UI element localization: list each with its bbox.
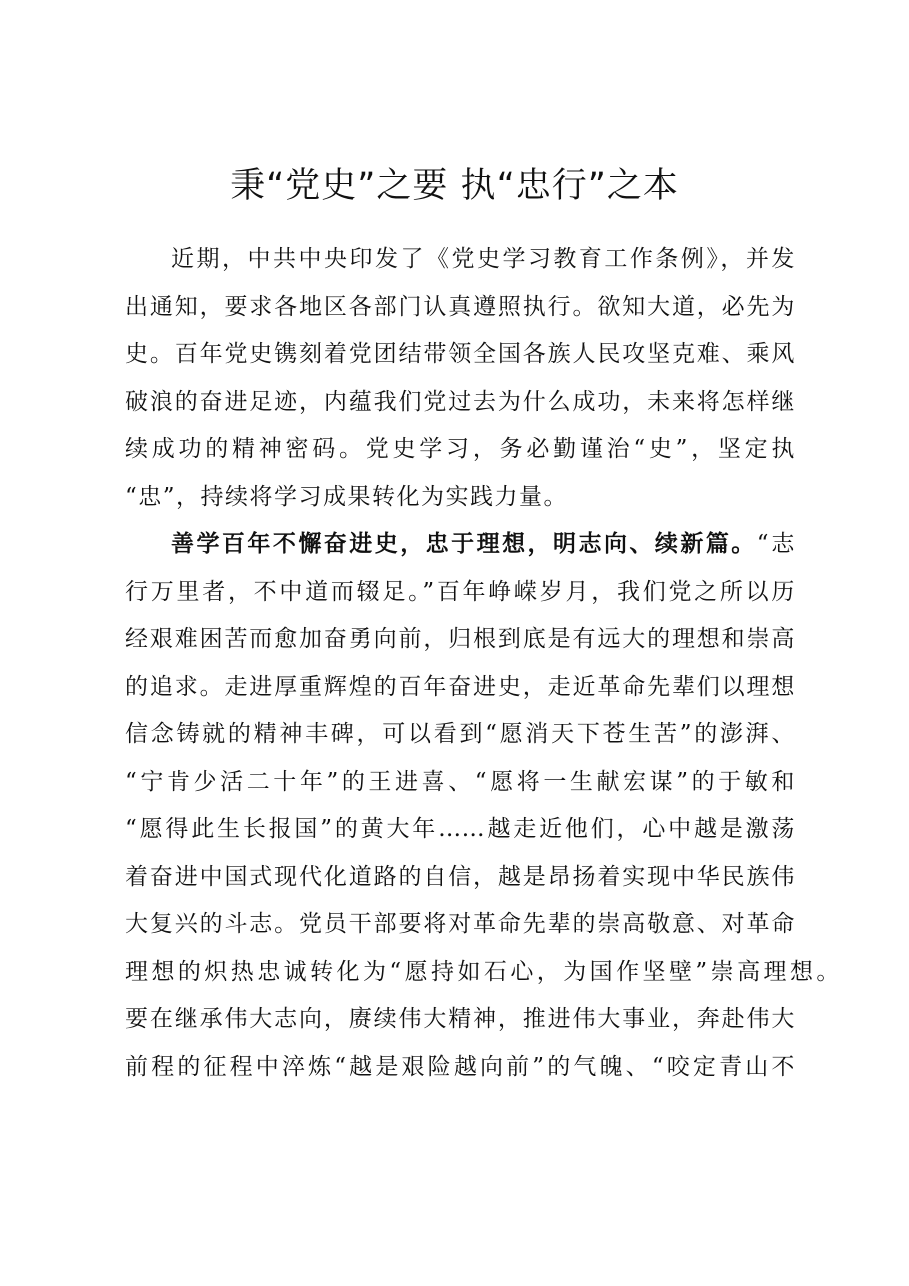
paragraph-2-line: “宁肯少活二十年”的王进喜、“愿将一生献宏谋”的于敏和 [125,768,795,795]
paragraph-2-first-line [125,521,795,569]
paragraph-2-line: 行万里者，不中道而辍足。”百年峥嵘岁月，我们党之所以历 [125,578,795,605]
paragraph-2-line: 经艰难困苦而愈加奋勇向前，归根到底是有远大的理想和崇高 [125,626,795,652]
paragraph-1-line: 出通知，要求各地区各部门认真遵照执行。欲知大道，必先为 [125,293,795,320]
paragraph-2-line: 的追求。走进厚重辉煌的百年奋进史，走近革命先辈们以理想 [125,673,795,700]
paragraph-1-line: 续成功的精神密码。党史学习，务必勤谨治“史”，坚定执 [125,436,795,462]
paragraph-2-line: 理想的炽热忠诚转化为“愿持如石心，为国作坚壁”崇高理想。 [125,958,840,985]
document-title: 秉“党史”之要 执“忠行”之本 [230,166,679,206]
paragraph-1-line: “忠”，持续将学习成果转化为实践力量。 [125,483,569,510]
paragraph-1-line: 近期，中共中央印发了《党史学习教育工作条例》，并发 [171,246,795,272]
paragraph-2-first-line-rest: “志 [756,531,795,557]
document-body [125,236,840,1091]
paragraph-2-line: 前程的征程中淬炼“越是艰险越向前”的气魄、“咬定青山不 [125,1053,795,1080]
paragraph-2-line: 要在继承伟大志向，赓续伟大精神，推进伟大事业，奔赴伟大 [125,1006,795,1032]
paragraph-2-line: 大复兴的斗志。党员干部要将对革命先辈的崇高敬意、对革命 [125,911,795,937]
paragraph-1-line: 破浪的奋进足迹，内蕴我们党过去为什么成功，未来将怎样继 [125,388,795,415]
paragraph-2-line: 着奋进中国式现代化道路的自信，越是昂扬着实现中华民族伟 [125,863,795,890]
paragraph-2-line: “愿得此生长报国”的黄大年……越走近他们，心中越是激荡 [125,816,795,842]
paragraph-2-lead-sentence: 善学百年不懈奋进史，忠于理想，明志向、续新篇。 [171,531,757,557]
paragraph-2-line: 信念铸就的精神丰碑，可以看到“愿消天下苍生苦”的澎湃、 [125,721,795,747]
paragraph-1-line: 史。百年党史镌刻着党团结带领全国各族人民攻坚克难、乘风 [125,341,795,367]
